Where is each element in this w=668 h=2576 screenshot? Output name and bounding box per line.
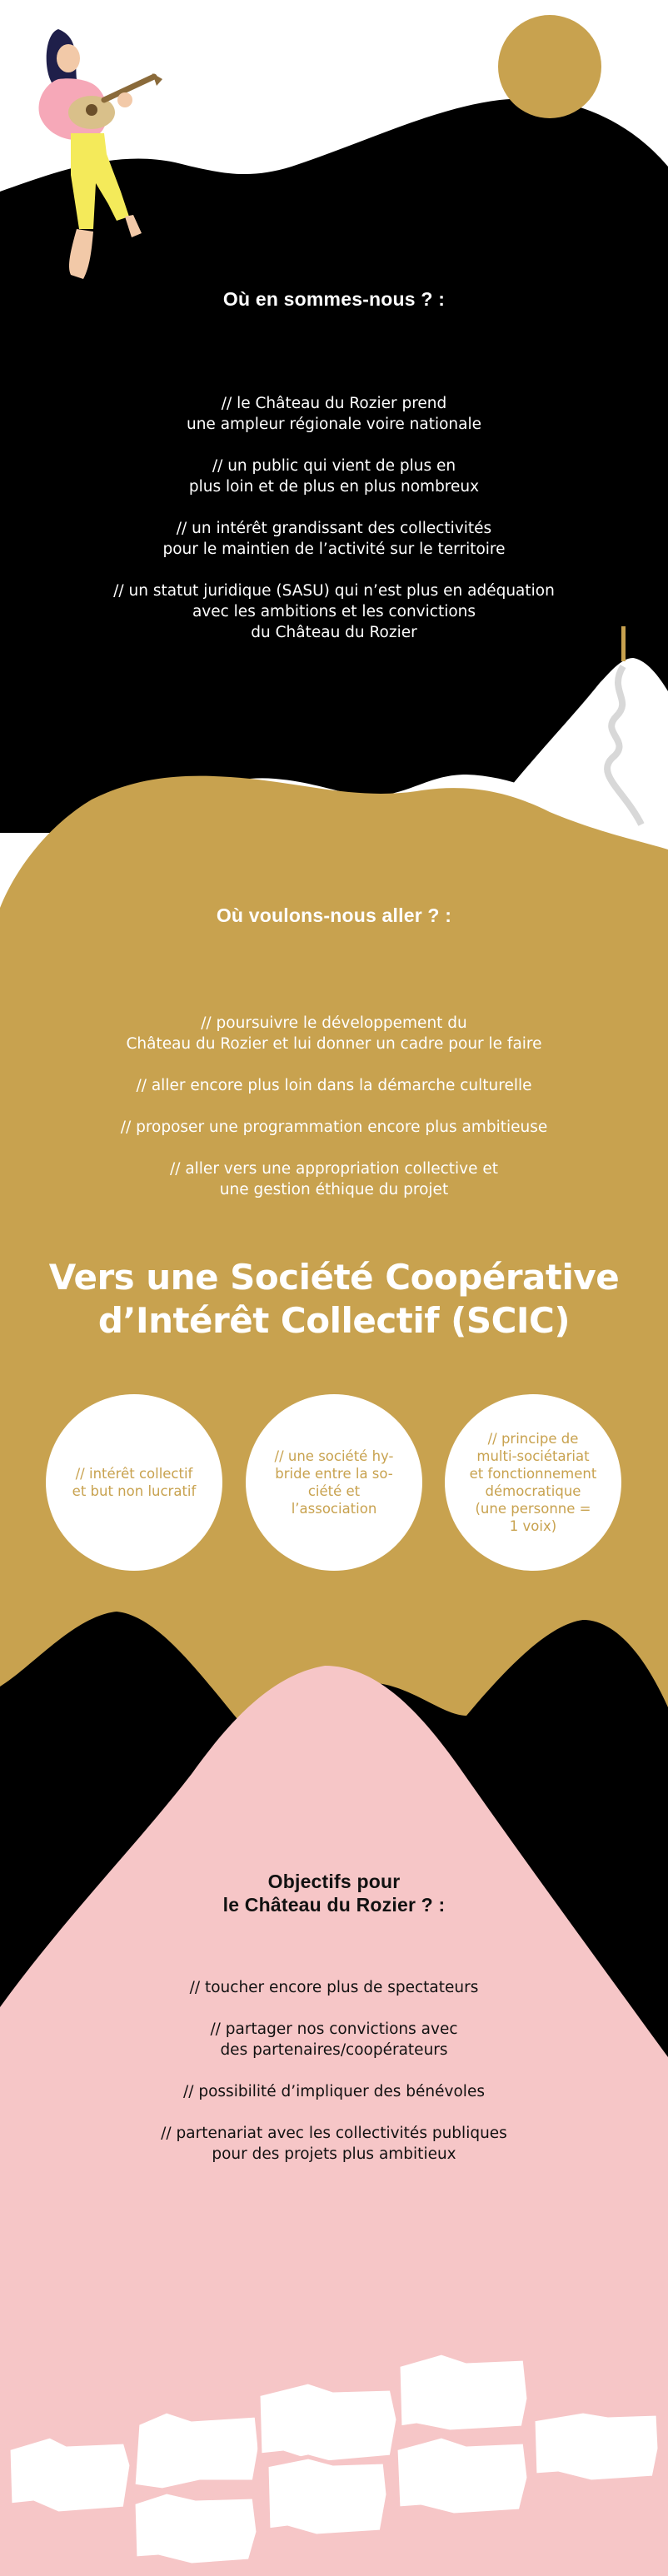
circle-text: // une société hy- bride entre la so- ciété et l’association [274,1448,394,1517]
scic-circle-multi-membership [445,1394,621,1571]
scic-circle-hybrid-company [246,1394,422,1571]
list-item: // aller encore plus loin dans la démarche culturelle [136,1077,532,1094]
circle-text: // principe de multi-sociétariat et fonctionnement démocratique (une personne = 1 voix) [469,1431,597,1534]
section-objectives [0,1870,668,1916]
scic-section [0,1256,668,1343]
list-item: // possibilité d’impliquer des bénévoles [183,2083,485,2100]
list-item: // un intérêt grandissant des collectivités pour le maintien de l’activité sur le territoire [162,520,506,558]
circle-text: // intérêt collectif et but non lucratif [72,1466,197,1499]
list-item: // le Château du Rozier prend une ampleur régionale voire nationale [186,395,482,433]
section-goals-heading: Où voulons-nous aller ? : [216,904,452,926]
scic-circle-collective-interest [46,1394,222,1571]
list-item: // aller vers une appropriation collective et une gestion éthique du projet [169,1160,499,1198]
section-objectives-list [0,1977,668,2185]
section-current-status-list [0,393,668,664]
list-item: // toucher encore plus de spectateurs [189,1979,479,1996]
list-item: // un public qui vient de plus en plus loin et de plus en plus nombreux [188,457,480,496]
section-current-status [0,287,668,311]
list-item: // un statut juridique (SASU) qui n’est plus en adéquation avec les ambitions et les convictions du Château du Rozier [113,582,555,641]
sun-icon [498,15,601,118]
list-item: // partager nos convictions avec des partenaires/coopérateurs [210,2020,458,2059]
list-item: // partenariat avec les collectivités publiques pour des projets plus ambitieux [161,2125,507,2163]
list-item: // poursuivre le développement du Château du Rozier et lui donner un cadre pour le faire [126,1014,542,1053]
list-item: // proposer une programmation encore plus ambitieuse [120,1119,548,1136]
scic-title: Vers une Société Coopérative d’Intérêt Collectif (SCIC) [48,1257,620,1341]
section-current-status-heading: Où en sommes-nous ? : [222,288,446,310]
section-goals [0,904,668,927]
section-goals-list [0,1013,668,1221]
section-objectives-heading: Objectifs pour le Château du Rozier ? : [222,1871,446,1916]
